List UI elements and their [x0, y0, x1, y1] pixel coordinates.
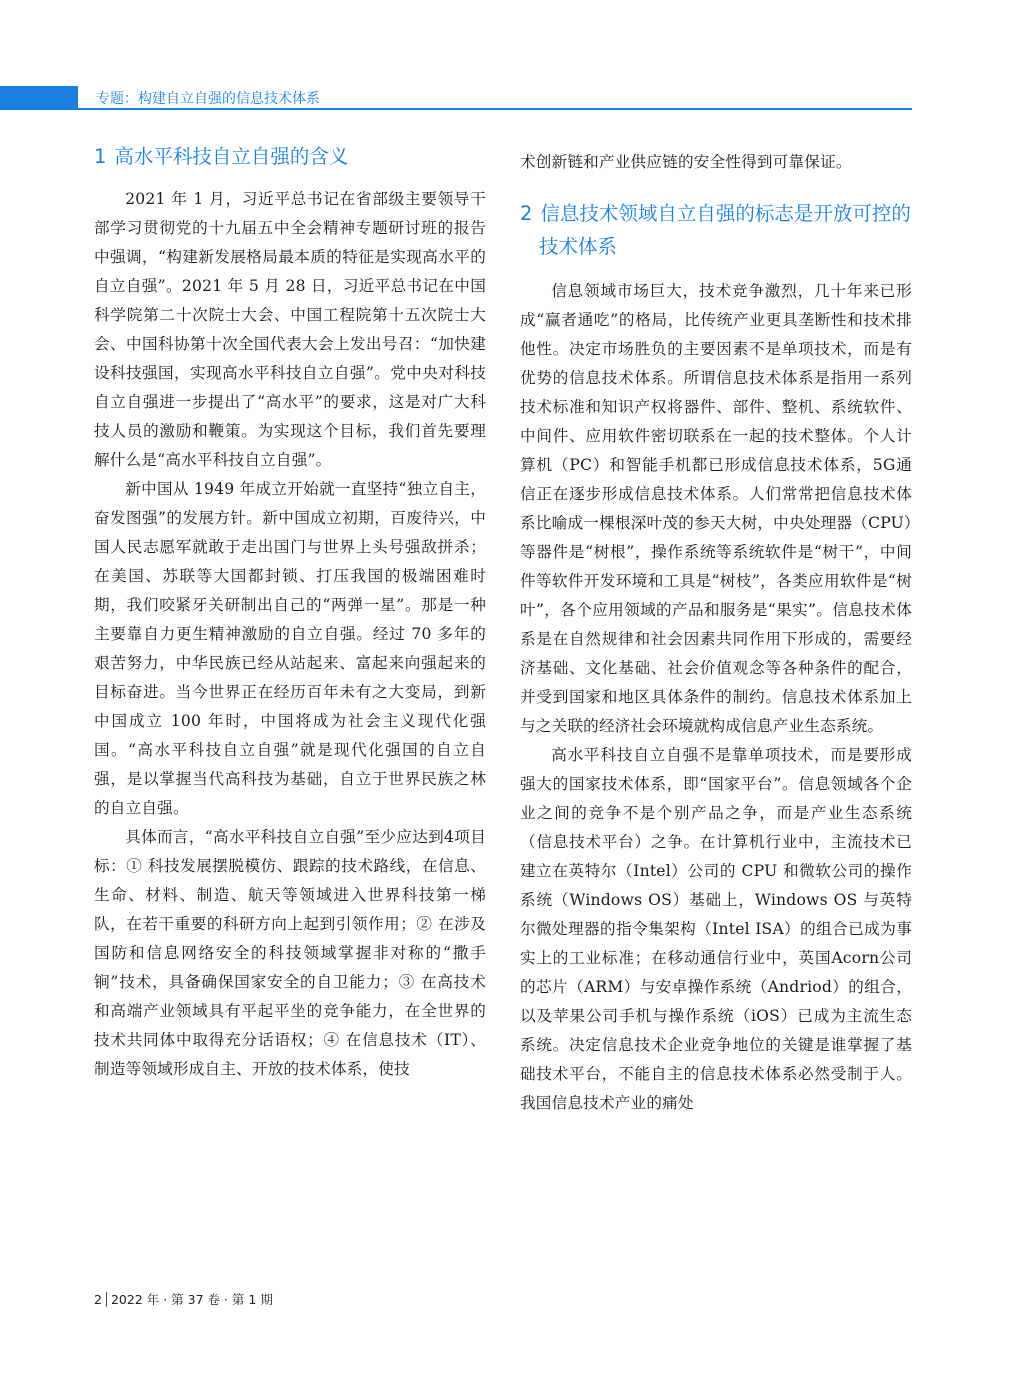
body-paragraph: 具体而言，“高水平科技自立自强”至少应达到4项目标：① 科技发展摆脱模仿、跟踪的技术路线，在信息、生命、材料、制造、航天等领域进入世界科技第一梯队，在若干重要的科研方向上起到引领作用；② 在涉及国防和信息网络安全的科技领域掌握非对称的“撒手锏”技术，具备确保国家安全的自卫能力；③ 在高技术和高端产业领域具有平起平坐的竞争能力，在全世界的技术共同体中取得充分话语权；④ 在信息技术（IT）、制造等领域形成自主、开放的技术体系，使技: [94, 828, 486, 1078]
section-2-heading: [520, 197, 912, 263]
header-accent-bar: [0, 86, 78, 110]
right-column: [520, 148, 912, 1118]
section-2-title: 信息技术领域自立自强的标志是开放可控的技术体系: [539, 202, 911, 258]
body-paragraph: 2021 年 1 月，习近平总书记在省部级主要领导干部学习贯彻党的十九届五中全会精神专题研讨班的报告中强调，“构建新发展格局最本质的特征是实现高水平的自立自强”。2021 年 5 月 28 日，习近平总书记在中国科学院第二十次院士大会、中国工程院第十五次院士大会、中国科协第十次全国代表大会上发出号召：“加快建设科技强国，实现高水平科技自立自强”。党中央对科技自立自强进一步提出了“高水平”的要求，这是对广大科技人员的激励和鞭策。为实现这个目标，我们首先要理解什么是“高水平科技自立自强”。: [94, 190, 486, 469]
issue-info: 2022 年 · 第 37 卷 · 第 1 期: [110, 1292, 273, 1307]
body-paragraph: 信息领域市场巨大，技术竞争激烈，几十年来已形成“赢者通吃”的格局，比传统产业更具垄断性和技术排他性。决定市场胜负的主要因素不是单项技术，而是有优势的信息技术体系。所谓信息技术体系是指用一系列技术标准和知识产权将器件、部件、整机、系统软件、中间件、应用软件密切联系在一起的技术整体。个人计算机（PC）和智能手机都已形成信息技术体系，5G通信正在逐步形成信息技术体系。人们常常把信息技术体系比喻成一棵根深叶茂的参天大树，中央处理器（CPU）等器件是“树根”，操作系统等系统软件是“树干”，中间件等软件开发环境和工具是“树枝”，各类应用软件是“树叶”，各个应用领域的产品和服务是“果实”。信息技术体系是在自然规律和社会因素共同作用下形成的，需要经济基础、文化基础、社会价值观念等各种条件的配合，并受到国家和地区具体条件的制约。信息技术体系加上与之关联的经济社会环境就构成信息产业生态系统。: [520, 282, 912, 735]
section-1-title: 高水平科技自立自强的含义: [114, 145, 349, 168]
left-column: [94, 140, 486, 1084]
page-footer: [94, 1290, 273, 1308]
section-2-number: 2: [520, 202, 533, 225]
running-header: 专题：构建自立自强的信息技术体系: [96, 91, 320, 107]
section-1-heading: [94, 140, 486, 173]
page-number: 2: [94, 1292, 107, 1307]
body-paragraph: 高水平科技自立自强不是靠单项技术，而是要形成强大的国家技术体系，即“国家平台”。信息领域各个企业之间的竞争不是个别产品之争，而是产业生态系统（信息技术平台）之争。在计算机行业中，主流技术已建立在英特尔（Intel）公司的 CPU 和微软公司的操作系统（Windows OS）基础上，Windows OS 与英特尔微处理器的指令集架构（Intel ISA）的组合已成为事实上的工业标准；在移动通信行业中，英国Acorn公司的芯片（ARM）与安卓操作系统（Andriod）的组合，以及苹果公司手机与操作系统（iOS）已成为主流生态系统。决定信息技术企业竞争地位的关键是谁掌握了基础技术平台，不能自主的信息技术体系必然受制于人。我国信息技术产业的痛处: [520, 746, 912, 1112]
header-rule: [78, 108, 912, 110]
section-1-number: 1: [94, 145, 107, 168]
body-paragraph: 新中国从 1949 年成立开始就一直坚持“独立自主，奋发图强”的发展方针。新中国成立初期，百废待兴，中国人民志愿军就敢于走出国门与世界上头号强敌拼杀；在美国、苏联等大国都封锁、打压我国的极端困难时期，我们咬紧牙关研制出自己的“两弹一星”。那是一种主要靠自力更生精神激励的自立自强。经过 70 多年的艰苦努力，中华民族已经从站起来、富起来向强起来的目标奋进。当今世界正在经历百年未有之大变局，到新中国成立 100 年时，中国将成为社会主义现代化强国。“高水平科技自立自强”就是现代化强国的自立自强，是以掌握当代高科技为基础，自立于世界民族之林的自立自强。: [94, 480, 486, 817]
continued-paragraph: 术创新链和产业供应链的安全性得到可靠保证。: [520, 153, 852, 171]
